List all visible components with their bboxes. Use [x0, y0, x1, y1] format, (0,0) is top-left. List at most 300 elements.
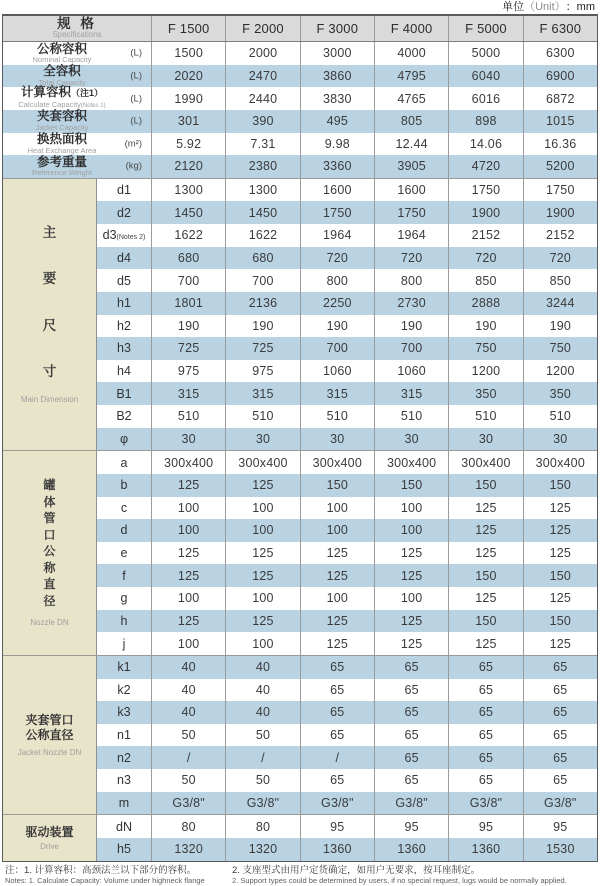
value-cell: 2152 — [523, 224, 597, 247]
value-cell: 65 — [300, 656, 374, 679]
unit-label: (L) — [130, 70, 142, 82]
capacity-rows — [3, 42, 597, 178]
value-cell: 150 — [448, 564, 522, 587]
value-cell: 300x400 — [300, 451, 374, 474]
value-cell: 125 — [300, 610, 374, 633]
value-cell: 190 — [300, 315, 374, 338]
value-cell: 720 — [300, 247, 374, 270]
footnote-2-en: 2. Support types could be determined by users, if no special request, lugs would be normally applied. — [232, 875, 567, 885]
row-key-text: h2 — [117, 318, 131, 333]
column-header-f-4000: F 4000 — [374, 16, 448, 41]
section-label-zh-char: 罐 — [43, 478, 56, 493]
value-cell: 1060 — [374, 360, 448, 383]
row-key — [97, 769, 151, 792]
value-cell: 40 — [225, 679, 299, 702]
value-cell: 1360 — [448, 838, 522, 861]
value-cell: 150 — [448, 474, 522, 497]
value-cell: 700 — [300, 337, 374, 360]
value-cell: 95 — [300, 815, 374, 838]
section-jacket-nozzle-dn — [3, 655, 597, 814]
section-rows — [97, 451, 597, 655]
value-cell: 750 — [523, 337, 597, 360]
dimension-sections — [3, 178, 597, 861]
value-cell: 1900 — [523, 201, 597, 224]
row-key-text: n3 — [117, 773, 131, 788]
value-cell: G3/8" — [374, 792, 448, 815]
value-cell: 6872 — [523, 87, 597, 110]
value-cell: 1360 — [374, 838, 448, 861]
row-key — [97, 405, 151, 428]
value-cell: G3/8" — [300, 792, 374, 815]
row-key — [97, 269, 151, 292]
value-cell: 2136 — [225, 292, 299, 315]
section-rows — [97, 179, 597, 451]
footnote-2 — [232, 865, 598, 886]
row-key-text: h3 — [117, 341, 131, 356]
row-key — [97, 746, 151, 769]
section-label-zh-char: 寸 — [42, 364, 57, 379]
value-cell: 150 — [300, 474, 374, 497]
table-row — [97, 360, 597, 383]
row-key — [97, 701, 151, 724]
value-cell: 510 — [523, 405, 597, 428]
value-cell: 7.31 — [225, 133, 299, 156]
table-row — [97, 201, 597, 224]
value-cell: 125 — [225, 564, 299, 587]
value-cell: 80 — [225, 815, 299, 838]
value-cell: 1600 — [300, 179, 374, 202]
value-cell: 300x400 — [225, 451, 299, 474]
row-key-text: h5 — [117, 842, 131, 857]
value-cell: 125 — [151, 610, 225, 633]
value-cell: 5.92 — [151, 133, 225, 156]
value-cell: 510 — [374, 405, 448, 428]
section-label-en: Main Dimension — [20, 394, 79, 404]
value-cell: 1360 — [300, 838, 374, 861]
table-row — [97, 337, 597, 360]
value-cell: 1300 — [225, 179, 299, 202]
section-label-zh-char: 尺 — [42, 317, 57, 333]
value-cell: 100 — [374, 587, 448, 610]
row-label-zh: 全容积 — [43, 64, 81, 79]
value-cell: 100 — [374, 497, 448, 520]
value-cell: 300x400 — [448, 451, 522, 474]
value-cell: 3244 — [523, 292, 597, 315]
row-label-zh: 公称容积 — [36, 41, 87, 56]
value-cell: 2000 — [225, 42, 299, 65]
unit-label: (L) — [130, 115, 142, 127]
row-key — [97, 360, 151, 383]
value-cell: 125 — [448, 587, 522, 610]
row-key-text: d1 — [117, 183, 131, 198]
column-header-f-6300: F 6300 — [523, 16, 597, 41]
row-key — [97, 315, 151, 338]
value-cell: 9.98 — [300, 133, 374, 156]
table-row — [97, 292, 597, 315]
value-cell: 850 — [448, 269, 522, 292]
value-cell: 390 — [225, 110, 299, 133]
row-key-text: h — [120, 613, 128, 628]
value-cell: 3860 — [300, 65, 374, 88]
value-cell: 1060 — [300, 360, 374, 383]
row-key — [97, 382, 151, 405]
value-cell: 2730 — [374, 292, 448, 315]
value-cell: 1750 — [523, 179, 597, 202]
value-cell: 95 — [523, 815, 597, 838]
value-cell: 725 — [151, 337, 225, 360]
table-row — [97, 474, 597, 497]
spec-table — [2, 14, 598, 862]
footnote-1-zh: 注：1. 计算容积：高颈法兰以下部分的容积。 — [5, 864, 197, 876]
value-cell: 4765 — [374, 87, 448, 110]
section-rows — [97, 815, 597, 860]
value-cell: 805 — [374, 110, 448, 133]
row-key-text: e — [120, 546, 128, 561]
section-label-zh-char: 体 — [43, 494, 56, 509]
table-row — [97, 451, 597, 474]
row-key-note: (Notes 2) — [116, 234, 146, 242]
value-cell: 125 — [374, 564, 448, 587]
row-key — [97, 224, 151, 247]
row-label — [3, 42, 151, 65]
value-cell: 6040 — [448, 65, 522, 88]
value-cell: 50 — [151, 769, 225, 792]
value-cell: 1320 — [225, 838, 299, 861]
value-cell: 720 — [374, 247, 448, 270]
footnotes — [2, 862, 598, 886]
table-header-row — [3, 16, 597, 42]
value-cell: 30 — [151, 428, 225, 451]
value-cell: 2888 — [448, 292, 522, 315]
row-key-text: f — [122, 568, 126, 583]
value-cell: G3/8" — [225, 792, 299, 815]
value-cell: 975 — [151, 360, 225, 383]
value-cell: 65 — [448, 724, 522, 747]
value-cell: 50 — [225, 769, 299, 792]
value-cell: 700 — [374, 337, 448, 360]
value-cell: 100 — [151, 519, 225, 542]
value-cell: 65 — [374, 656, 448, 679]
value-cell: 30 — [448, 428, 522, 451]
table-row — [97, 179, 597, 202]
row-label-en: Nominal Capacity — [32, 55, 92, 65]
value-cell: 100 — [225, 497, 299, 520]
unit-note-zh: 单位 — [502, 1, 525, 13]
table-row — [97, 838, 597, 861]
value-cell: 40 — [225, 656, 299, 679]
value-cell: 65 — [448, 701, 522, 724]
row-label-en: Total Capacity — [38, 77, 86, 87]
table-row — [3, 110, 597, 133]
row-key-text: j — [122, 636, 126, 651]
table-row — [97, 587, 597, 610]
row-key-text: h4 — [117, 364, 131, 379]
value-cell: 4720 — [448, 155, 522, 178]
row-key-text: d3 — [102, 228, 117, 243]
section-label-zh-char: 称 — [43, 560, 56, 575]
value-cell: 65 — [374, 701, 448, 724]
value-cell: 100 — [225, 587, 299, 610]
value-cell: 65 — [448, 746, 522, 769]
value-cell: 125 — [374, 610, 448, 633]
row-key-text: k2 — [117, 682, 131, 697]
unit-label: (m²) — [124, 138, 142, 150]
value-cell: 680 — [151, 247, 225, 270]
value-cell: 65 — [374, 679, 448, 702]
value-cell: 190 — [374, 315, 448, 338]
value-cell: 125 — [225, 474, 299, 497]
value-cell: 1622 — [225, 224, 299, 247]
value-cell: 975 — [225, 360, 299, 383]
section-rows — [97, 656, 597, 814]
footnote-1-en: Notes: 1. Calculate Capacity: Volume under highneck flange — [5, 875, 205, 885]
value-cell: 50 — [225, 724, 299, 747]
value-cell: 40 — [225, 701, 299, 724]
specifications-title-zh: 规 格 — [57, 15, 97, 31]
row-label-en: Reference Weight — [32, 168, 92, 178]
table-row — [97, 724, 597, 747]
value-cell: 125 — [151, 542, 225, 565]
row-key-text: dN — [116, 819, 132, 834]
table-row — [3, 65, 597, 88]
value-cell: 65 — [374, 724, 448, 747]
value-cell: / — [300, 746, 374, 769]
value-cell: 510 — [300, 405, 374, 428]
unit-label: (kg) — [125, 160, 142, 172]
row-key — [97, 474, 151, 497]
row-label-zh: 参考重量 — [36, 154, 87, 169]
value-cell: 1990 — [151, 87, 225, 110]
row-key-text: k3 — [117, 705, 131, 720]
value-cell: 850 — [523, 269, 597, 292]
value-cell: 3000 — [300, 42, 374, 65]
value-cell: 6900 — [523, 65, 597, 88]
row-label — [3, 87, 151, 110]
value-cell: 510 — [151, 405, 225, 428]
row-key — [97, 815, 151, 838]
value-cell: 125 — [448, 497, 522, 520]
section-drive — [3, 814, 597, 860]
row-key-text: n1 — [117, 728, 131, 743]
table-row — [97, 746, 597, 769]
table-row — [97, 247, 597, 270]
value-cell: 30 — [523, 428, 597, 451]
row-label-zh: 计算容积 — [20, 85, 71, 100]
value-cell: 700 — [151, 269, 225, 292]
row-key-text: B2 — [116, 409, 132, 424]
row-label — [3, 65, 151, 88]
value-cell: G3/8" — [448, 792, 522, 815]
value-cell: 150 — [448, 610, 522, 633]
value-cell: 1450 — [225, 201, 299, 224]
value-cell: 65 — [374, 746, 448, 769]
value-cell: 125 — [523, 519, 597, 542]
value-cell: 190 — [523, 315, 597, 338]
row-label-en-note: (Notes 1) — [80, 102, 106, 109]
value-cell: 125 — [300, 542, 374, 565]
value-cell: 100 — [151, 632, 225, 655]
row-key — [97, 201, 151, 224]
value-cell: 1320 — [151, 838, 225, 861]
section-label-zh-char: 径 — [43, 593, 56, 608]
value-cell: 3360 — [300, 155, 374, 178]
value-cell: 95 — [374, 815, 448, 838]
value-cell: 1450 — [151, 201, 225, 224]
table-row — [97, 701, 597, 724]
value-cell: 65 — [448, 769, 522, 792]
value-cell: 315 — [374, 382, 448, 405]
value-cell: 100 — [374, 519, 448, 542]
value-cell: 125 — [300, 632, 374, 655]
value-cell: 5200 — [523, 155, 597, 178]
value-cell: 6300 — [523, 42, 597, 65]
value-cell: 2120 — [151, 155, 225, 178]
value-cell: 125 — [374, 542, 448, 565]
value-cell: 80 — [151, 815, 225, 838]
row-key-text: B1 — [116, 386, 132, 401]
row-key-text: φ — [119, 431, 129, 446]
value-cell: 100 — [151, 587, 225, 610]
row-key-text: c — [120, 500, 128, 515]
value-cell: G3/8" — [523, 792, 597, 815]
value-cell: 1530 — [523, 838, 597, 861]
value-cell: 100 — [300, 587, 374, 610]
row-key-text: d5 — [117, 273, 131, 288]
value-cell: 65 — [523, 701, 597, 724]
value-cell: 2380 — [225, 155, 299, 178]
row-key — [97, 656, 151, 679]
row-key-text: b — [120, 478, 128, 493]
table-row — [3, 133, 597, 156]
value-cell: 315 — [225, 382, 299, 405]
value-cell: 125 — [523, 587, 597, 610]
table-row — [97, 315, 597, 338]
table-row — [97, 815, 597, 838]
section-label-jacket-nozzle-dn — [3, 656, 97, 814]
value-cell: 510 — [448, 405, 522, 428]
row-key — [97, 292, 151, 315]
specifications-title-en: Specifications — [52, 30, 102, 40]
section-label-zh-char: 管 — [43, 511, 56, 526]
section-nozzle-dn — [3, 450, 597, 655]
value-cell: 65 — [448, 656, 522, 679]
value-cell: 125 — [225, 610, 299, 633]
value-cell: 720 — [523, 247, 597, 270]
value-cell: 4000 — [374, 42, 448, 65]
value-cell: 125 — [151, 564, 225, 587]
value-cell: 65 — [523, 769, 597, 792]
table-row — [97, 769, 597, 792]
row-label — [3, 133, 151, 156]
row-key — [97, 451, 151, 474]
value-cell: 12.44 — [374, 133, 448, 156]
table-row — [97, 224, 597, 247]
value-cell: 65 — [448, 679, 522, 702]
footnote-2-zh: 2. 支座型式由用户定货确定，如用户无要求，按耳座制定。 — [232, 864, 481, 876]
value-cell: 800 — [374, 269, 448, 292]
value-cell: 100 — [300, 519, 374, 542]
value-cell: 125 — [448, 519, 522, 542]
table-row — [97, 382, 597, 405]
row-key — [97, 838, 151, 861]
value-cell: 125 — [523, 497, 597, 520]
value-cell: 4795 — [374, 65, 448, 88]
section-label-en: Jacket Nozzle DN — [17, 748, 82, 758]
value-cell: 1900 — [448, 201, 522, 224]
value-cell: 125 — [448, 542, 522, 565]
value-cell: 30 — [225, 428, 299, 451]
value-cell: 2470 — [225, 65, 299, 88]
row-key-text: k1 — [117, 660, 131, 675]
value-cell: 1964 — [374, 224, 448, 247]
value-cell: 40 — [151, 679, 225, 702]
value-cell: 2152 — [448, 224, 522, 247]
value-cell: 800 — [300, 269, 374, 292]
value-cell: 190 — [225, 315, 299, 338]
value-cell: 65 — [374, 769, 448, 792]
value-cell: 1600 — [374, 179, 448, 202]
row-key-text: d4 — [117, 250, 131, 265]
value-cell: 3830 — [300, 87, 374, 110]
column-header-f-3000: F 3000 — [300, 16, 374, 41]
value-cell: 125 — [151, 474, 225, 497]
unit-note-value: mm — [576, 1, 595, 13]
value-cell: 1801 — [151, 292, 225, 315]
value-cell: 65 — [300, 769, 374, 792]
value-cell: 315 — [300, 382, 374, 405]
value-cell: 680 — [225, 247, 299, 270]
value-cell: 100 — [151, 497, 225, 520]
value-cell: 700 — [225, 269, 299, 292]
row-key — [97, 179, 151, 202]
section-label-zh-char: 公 — [43, 544, 56, 559]
value-cell: 95 — [448, 815, 522, 838]
table-row — [97, 610, 597, 633]
value-cell: 1200 — [448, 360, 522, 383]
section-label-zh-char: 主 — [42, 224, 57, 240]
value-cell: 1622 — [151, 224, 225, 247]
table-row — [97, 632, 597, 655]
value-cell: 100 — [300, 497, 374, 520]
value-cell: 30 — [374, 428, 448, 451]
value-cell: 2020 — [151, 65, 225, 88]
value-cell: 150 — [523, 564, 597, 587]
specifications-header-cell — [3, 16, 151, 41]
value-cell: 301 — [151, 110, 225, 133]
row-key — [97, 247, 151, 270]
value-cell: 14.06 — [448, 133, 522, 156]
section-label-en: Drive — [40, 841, 59, 851]
row-key — [97, 587, 151, 610]
unit-label: (L) — [130, 47, 142, 59]
column-header-f-5000: F 5000 — [448, 16, 522, 41]
row-key-text: d2 — [117, 205, 131, 220]
value-cell: G3/8" — [151, 792, 225, 815]
value-cell: 350 — [523, 382, 597, 405]
value-cell: 65 — [300, 724, 374, 747]
value-cell: 125 — [523, 632, 597, 655]
table-row — [3, 42, 597, 65]
unit-note-en: （Unit） — [524, 1, 566, 13]
value-cell: 50 — [151, 724, 225, 747]
section-label-zh-char: 口 — [43, 527, 56, 542]
row-key — [97, 519, 151, 542]
value-cell: 1015 — [523, 110, 597, 133]
value-cell: 3905 — [374, 155, 448, 178]
table-row — [97, 405, 597, 428]
column-header-f-2000: F 2000 — [225, 16, 299, 41]
row-label-zh: 夹套容积 — [36, 109, 87, 124]
